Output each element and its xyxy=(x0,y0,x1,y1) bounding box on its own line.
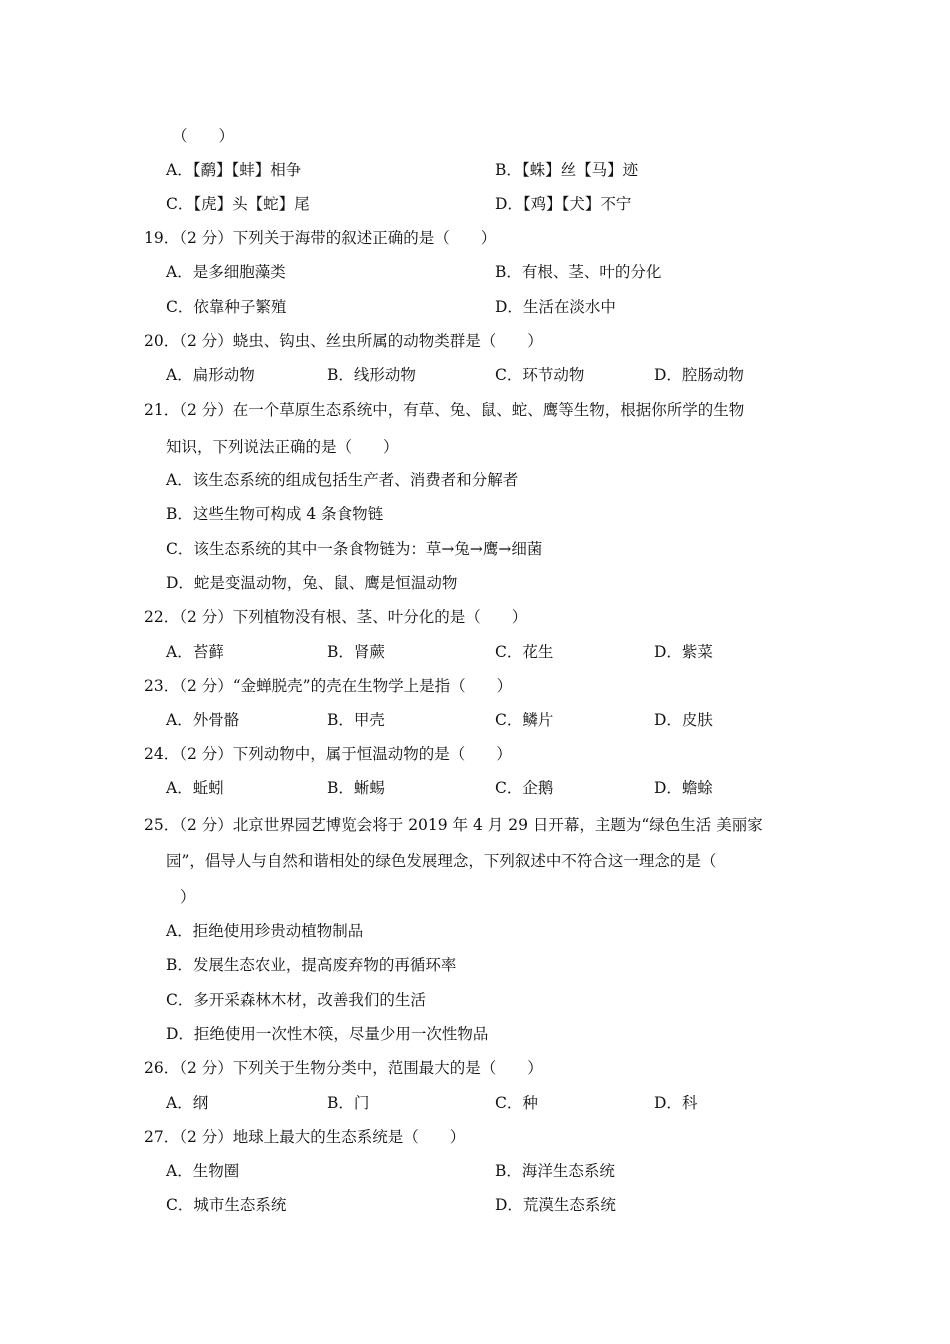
question-24-stem: 24．（2 分）下列动物中，属于恒温动物的是（ ） xyxy=(144,745,512,763)
q26-option-c: C．种 xyxy=(495,1094,538,1112)
q22-option-d: D．紫菜 xyxy=(654,643,713,661)
q26-option-a: A．纲 xyxy=(166,1094,209,1112)
question-27-stem: 27．（2 分）地球上最大的生态系统是（ ） xyxy=(144,1128,466,1146)
question-22-stem: 22．（2 分）下列植物没有根、茎、叶分化的是（ ） xyxy=(144,608,528,626)
q23-option-a: A．外骨骼 xyxy=(166,711,240,729)
q20-option-d: D．腔肠动物 xyxy=(654,366,744,384)
q22-option-c: C．花生 xyxy=(495,643,554,661)
q21-option-c: C．该生态系统的其中一条食物链为：草→兔→鹰→细菌 xyxy=(166,540,543,558)
q25-option-c: C．多开采森林木材，改善我们的生活 xyxy=(166,991,426,1009)
q22-option-a: A．苔藓 xyxy=(166,643,224,661)
question-18-paren: （ ） xyxy=(172,127,235,145)
q19-option-b: B．有根、茎、叶的分化 xyxy=(495,263,662,281)
q21-option-a: A．该生态系统的组成包括生产者、消费者和分解者 xyxy=(166,471,519,489)
question-25-stem-line2: 园”，倡导人与自然和谐相处的绿色发展理念，下列叙述中不符合这一理念的是（ xyxy=(166,852,717,870)
question-20-stem: 20．（2 分）蛲虫、钩虫、丝虫所属的动物类群是（ ） xyxy=(144,332,543,350)
question-21-stem-line1: 21．（2 分）在一个草原生态系统中，有草、兔、鼠、蛇、鹰等生物，根据你所学的生物 xyxy=(144,401,745,419)
q22-option-b: B．肾蕨 xyxy=(327,643,385,661)
q24-option-d: D．蟾蜍 xyxy=(654,779,713,797)
q21-option-b: B．这些生物可构成 4 条食物链 xyxy=(166,505,384,523)
q21-option-d: D．蛇是变温动物，兔、鼠、鹰是恒温动物 xyxy=(166,574,458,592)
question-19-stem: 19．（2 分）下列关于海带的叙述正确的是（ ） xyxy=(144,229,497,247)
q27-option-d: D．荒漠生态系统 xyxy=(495,1196,616,1214)
q23-option-b: B．甲壳 xyxy=(327,711,385,729)
q23-option-c: C．鳞片 xyxy=(495,711,554,729)
q24-option-a: A．蚯蚓 xyxy=(166,779,224,797)
q18-option-b: B．【蛛】丝【马】迹 xyxy=(495,161,639,179)
question-25-stem-line1: 25．（2 分）北京世界园艺博览会将于 2019 年 4 月 29 日开幕，主题为“绿色生活 美丽家 xyxy=(144,816,763,834)
question-25-stem-line3: ） xyxy=(180,888,196,906)
q25-option-d: D．拒绝使用一次性木筷，尽量少用一次性物品 xyxy=(166,1025,489,1043)
q24-option-b: B．蜥蜴 xyxy=(327,779,385,797)
q19-option-c: C．依靠种子繁殖 xyxy=(166,298,287,316)
q18-option-d: D．【鸡】【犬】不宁 xyxy=(495,195,632,213)
q25-option-b: B．发展生态农业，提高废弃物的再循环率 xyxy=(166,956,457,974)
q25-option-a: A．拒绝使用珍贵动植物制品 xyxy=(166,922,364,940)
q26-option-d: D．科 xyxy=(654,1094,698,1112)
question-21-stem-line2: 知识，下列说法正确的是（ ） xyxy=(166,438,399,456)
q27-option-c: C．城市生态系统 xyxy=(166,1196,287,1214)
q23-option-d: D．皮肤 xyxy=(654,711,713,729)
q19-option-a: A．是多细胞藻类 xyxy=(166,263,286,281)
q27-option-b: B．海洋生态系统 xyxy=(495,1162,615,1180)
q20-option-b: B．线形动物 xyxy=(327,366,416,384)
q26-option-b: B．门 xyxy=(327,1094,370,1112)
question-23-stem: 23．（2 分）“金蝉脱壳”的壳在生物学上是指（ ） xyxy=(144,677,513,695)
q19-option-d: D．生活在淡水中 xyxy=(495,298,616,316)
question-26-stem: 26．（2 分）下列关于生物分类中，范围最大的是（ ） xyxy=(144,1059,543,1077)
q24-option-c: C．企鹅 xyxy=(495,779,554,797)
q18-option-a: A．【鹬】【蚌】相争 xyxy=(166,161,302,179)
q27-option-a: A．生物圈 xyxy=(166,1162,240,1180)
q20-option-a: A．扁形动物 xyxy=(166,366,255,384)
q18-option-c: C．【虎】头【蛇】尾 xyxy=(166,195,310,213)
q20-option-c: C．环节动物 xyxy=(495,366,585,384)
